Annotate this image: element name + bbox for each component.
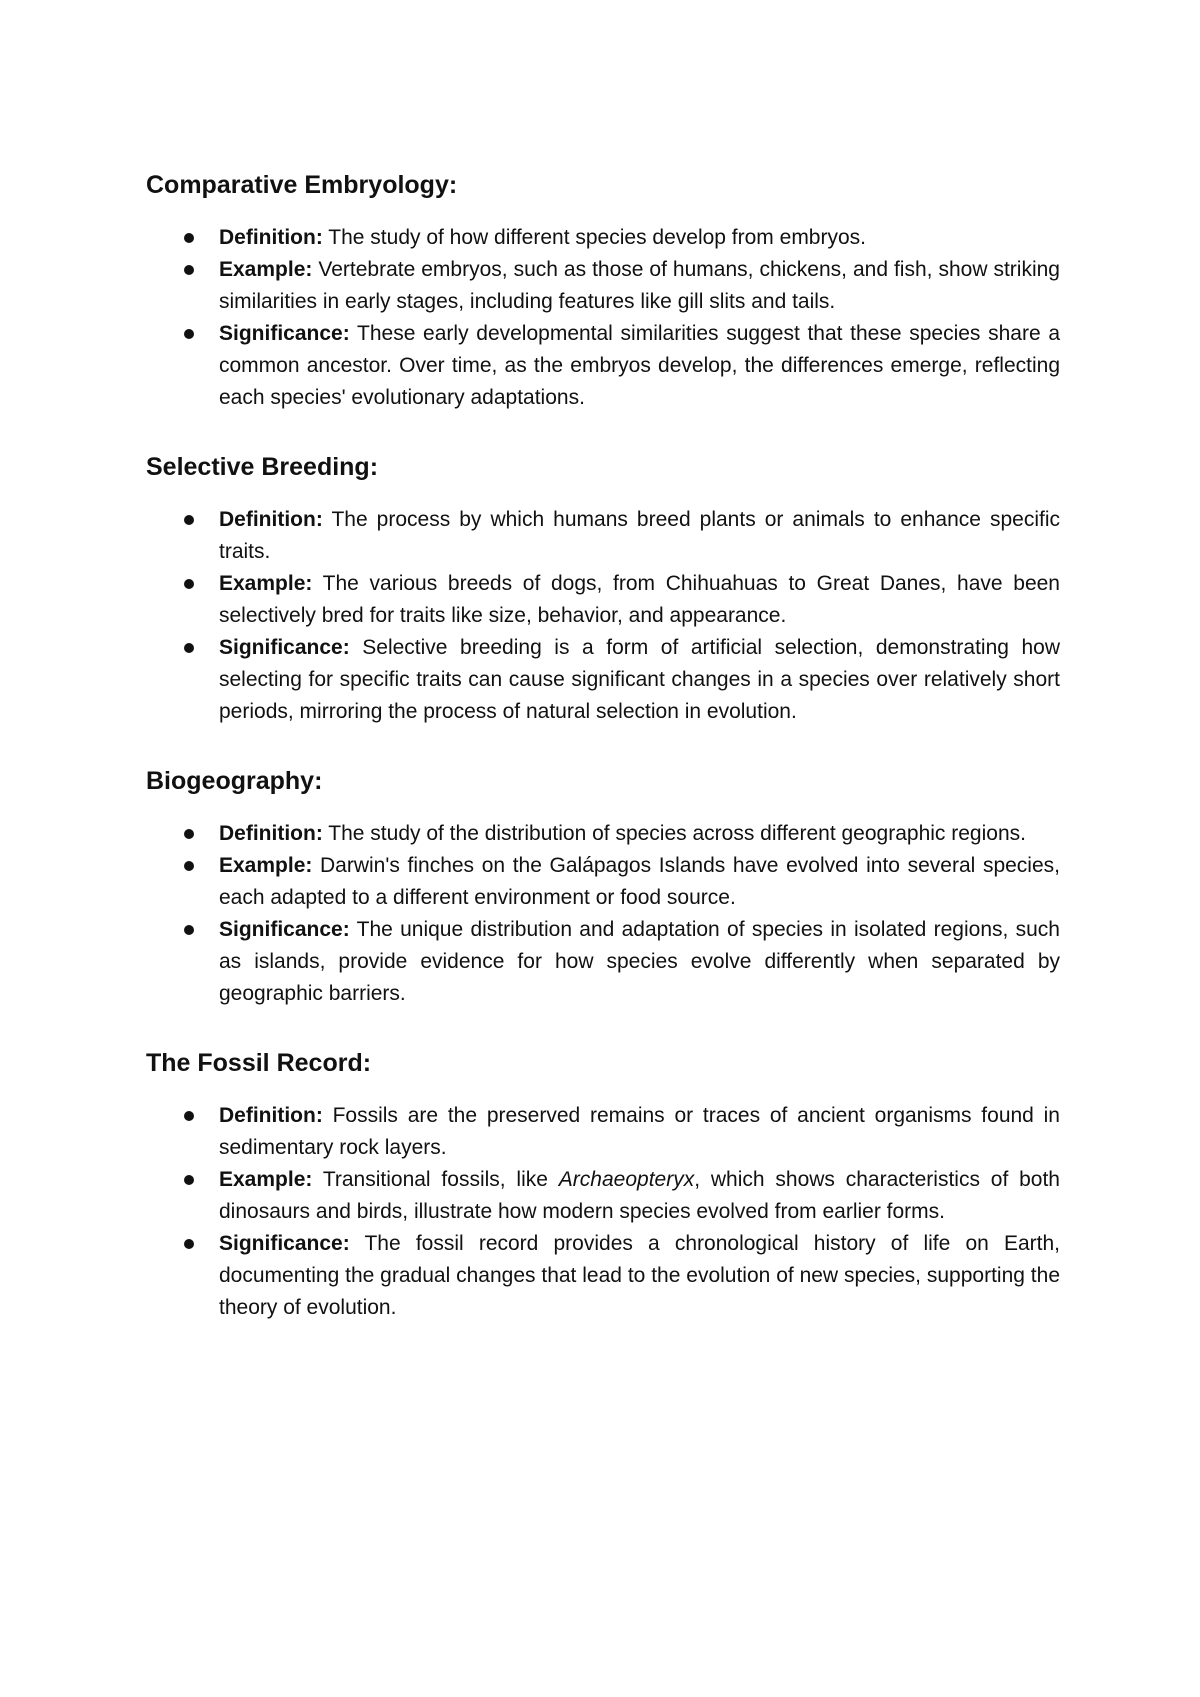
item-text: These early developmental similarities suggest that these species share a common ancestor. Over time, as the embryos develop, the differences emerge, reflecting each species' evolutionary adaptations. (219, 322, 1060, 409)
bullet-icon (184, 329, 194, 339)
list-item (146, 914, 1060, 1010)
list-item (146, 254, 1060, 318)
section-title: Selective Breeding: (146, 453, 379, 481)
bullet-icon (184, 579, 194, 589)
item-text: The fossil record provides a chronological history of life on Earth, documenting the gradual changes that lead to the evolution of new species, supporting the theory of evolution. (219, 1232, 1060, 1319)
item-text-after: , which shows characteristics of both dinosaurs and birds, illustrate how modern species evolved from earlier forms. (219, 1168, 1060, 1223)
item-term: Example: (219, 258, 313, 281)
item-term: Definition: (219, 822, 323, 845)
item-text: The various breeds of dogs, from Chihuahuas to Great Danes, have been selectively bred for traits like size, behavior, and appearance. (219, 572, 1060, 627)
bullet-icon (184, 1175, 194, 1185)
section-fossil-record (146, 1046, 1060, 1324)
bullet-icon (184, 643, 194, 653)
item-term: Significance: (219, 322, 350, 345)
item-term: Definition: (219, 1104, 323, 1127)
section-selective-breeding (146, 450, 1060, 728)
item-text: The study of the distribution of species across different geographic regions. (328, 822, 1026, 845)
item-text: The unique distribution and adaptation of species in isolated regions, such as islands, provide evidence for how species evolve differently when separated by geographic barriers. (219, 918, 1060, 1005)
item-term: Definition: (219, 226, 323, 249)
bullet-list (146, 1100, 1060, 1324)
bullet-list (146, 222, 1060, 414)
item-text: Fossils are the preserved remains or traces of ancient organisms found in sedimentary rock layers. (219, 1104, 1060, 1159)
section-biogeography (146, 764, 1060, 1010)
bullet-icon (184, 233, 194, 243)
list-item (146, 818, 1060, 850)
bullet-icon (184, 829, 194, 839)
bullet-icon (184, 925, 194, 935)
list-item (146, 1228, 1060, 1324)
item-text: The process by which humans breed plants or animals to enhance specific traits. (219, 508, 1060, 563)
item-term: Significance: (219, 636, 350, 659)
item-text: Selective breeding is a form of artificial selection, demonstrating how selecting for specific traits can cause significant changes in a species over relatively short periods, mirroring the process of natural selection in evolution. (219, 636, 1061, 723)
item-text-italic: Archaeopteryx (558, 1168, 695, 1191)
bullet-list (146, 818, 1060, 1010)
section-comparative-embryology (146, 168, 1060, 414)
section-title: Biogeography: (146, 767, 323, 795)
bullet-icon (184, 1239, 194, 1249)
item-term: Significance: (219, 918, 350, 941)
document-page (146, 168, 1060, 1360)
list-item (146, 1100, 1060, 1164)
list-item (146, 850, 1060, 914)
item-term: Example: (219, 854, 313, 877)
section-title: Comparative Embryology: (146, 171, 458, 199)
list-item (146, 568, 1060, 632)
bullet-icon (184, 265, 194, 275)
bullet-list (146, 504, 1060, 728)
item-term: Example: (219, 1168, 313, 1191)
bullet-icon (184, 515, 194, 525)
list-item (146, 504, 1060, 568)
bullet-icon (184, 1111, 194, 1121)
item-text-before: Transitional fossils, like (322, 1168, 548, 1191)
item-term: Significance: (219, 1232, 350, 1255)
item-text: Vertebrate embryos, such as those of humans, chickens, and fish, show striking similarities in early stages, including features like gill slits and tails. (219, 258, 1060, 313)
item-term: Definition: (219, 508, 323, 531)
section-title: The Fossil Record: (146, 1049, 372, 1077)
item-text: Darwin's finches on the Galápagos Islands have evolved into several species, each adapted to a different environment or food source. (219, 854, 1060, 909)
list-item (146, 318, 1060, 414)
list-item (146, 222, 1060, 254)
bullet-icon (184, 861, 194, 871)
list-item (146, 632, 1060, 728)
item-text: The study of how different species develop from embryos. (328, 226, 866, 249)
list-item (146, 1164, 1060, 1228)
item-term: Example: (219, 572, 313, 595)
